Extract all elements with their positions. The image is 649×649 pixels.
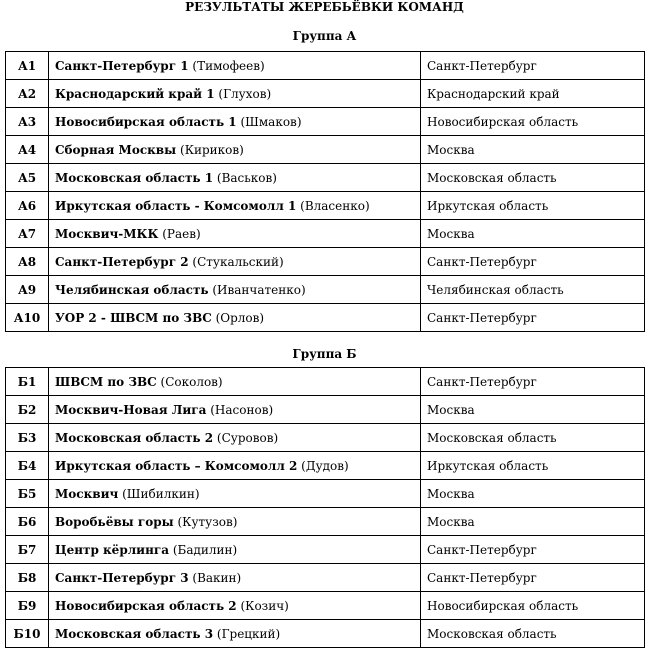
- team-code-cell: А2: [6, 80, 49, 108]
- table-row: [6, 396, 645, 424]
- captain-name: (Раев): [162, 226, 201, 241]
- team-code-cell: Б7: [6, 536, 49, 564]
- table-row: [6, 192, 645, 220]
- team-code-cell: А1: [6, 52, 49, 80]
- captain-name: (Вакин): [192, 570, 242, 585]
- city-cell: Санкт-Петербург: [421, 52, 645, 80]
- team-cell: [49, 192, 421, 220]
- team-cell: [49, 80, 421, 108]
- captain-name: (Орлов): [215, 310, 265, 325]
- team-code-cell: Б10: [6, 620, 49, 648]
- captain-name: (Стукальский): [192, 254, 284, 269]
- table-row: [6, 508, 645, 536]
- team-name: Московская область 3: [55, 626, 214, 641]
- captain-name: (Дудов): [301, 458, 349, 473]
- city-cell: Краснодарский край: [421, 80, 645, 108]
- table-row: [6, 108, 645, 136]
- team-cell: [49, 276, 421, 304]
- captain-name: (Шмаков): [240, 114, 302, 129]
- group-b-table: [5, 367, 645, 648]
- group-b-title: Группа Б: [292, 347, 357, 361]
- team-code-cell: А8: [6, 248, 49, 276]
- team-name: ШВСМ по ЗВС: [55, 374, 157, 389]
- table-row: [6, 620, 645, 648]
- city-cell: Иркутская область: [421, 452, 645, 480]
- city-cell: Москва: [421, 136, 645, 164]
- team-name: Москвич-Новая Лига: [55, 402, 207, 417]
- city-cell: Москва: [421, 480, 645, 508]
- team-code-cell: Б1: [6, 368, 49, 396]
- table-row: [6, 452, 645, 480]
- team-cell: [49, 368, 421, 396]
- team-code-cell: А3: [6, 108, 49, 136]
- team-name: Челябинская область: [55, 282, 209, 297]
- team-cell: [49, 220, 421, 248]
- captain-name: (Тимофеев): [192, 58, 265, 73]
- team-name: Центр кёрлинга: [55, 542, 169, 557]
- table-row: [6, 136, 645, 164]
- team-name: Санкт-Петербург 2: [55, 254, 189, 269]
- table-row: [6, 592, 645, 620]
- team-code-cell: Б6: [6, 508, 49, 536]
- table-row: [6, 248, 645, 276]
- team-name: Москвич: [55, 486, 119, 501]
- group-a-title: Группа А: [292, 29, 357, 43]
- team-cell: [49, 396, 421, 424]
- city-cell: Санкт-Петербург: [421, 536, 645, 564]
- team-name: Московская область 1: [55, 170, 214, 185]
- team-code-cell: А10: [6, 304, 49, 332]
- team-name: Сборная Москвы: [55, 142, 177, 157]
- city-cell: Москва: [421, 220, 645, 248]
- captain-name: (Суровов): [216, 430, 279, 445]
- city-cell: Московская область: [421, 424, 645, 452]
- city-cell: Московская область: [421, 164, 645, 192]
- team-code-cell: Б4: [6, 452, 49, 480]
- team-code-cell: А5: [6, 164, 49, 192]
- table-row: [6, 536, 645, 564]
- team-cell: [49, 452, 421, 480]
- team-name: Новосибирская область 1: [55, 114, 237, 129]
- team-cell: [49, 424, 421, 452]
- team-cell: [49, 620, 421, 648]
- city-cell: Новосибирская область: [421, 108, 645, 136]
- team-cell: [49, 508, 421, 536]
- team-cell: [49, 108, 421, 136]
- city-cell: Челябинская область: [421, 276, 645, 304]
- team-name: Иркутская область – Комсомолл 2: [55, 458, 298, 473]
- team-code-cell: А7: [6, 220, 49, 248]
- group-a-table: [5, 51, 645, 332]
- team-name: Иркутская область - Комсомолл 1: [55, 198, 297, 213]
- table-row: [6, 276, 645, 304]
- team-cell: [49, 564, 421, 592]
- team-cell: [49, 136, 421, 164]
- city-cell: Санкт-Петербург: [421, 304, 645, 332]
- team-name: Краснодарский край 1: [55, 86, 215, 101]
- city-cell: Новосибирская область: [421, 592, 645, 620]
- city-cell: Москва: [421, 396, 645, 424]
- table-row: [6, 564, 645, 592]
- team-name: Новосибирская область 2: [55, 598, 237, 613]
- team-cell: [49, 248, 421, 276]
- city-cell: Москва: [421, 508, 645, 536]
- team-cell: [49, 52, 421, 80]
- table-row: [6, 424, 645, 452]
- captain-name: (Иванчатенко): [212, 282, 306, 297]
- team-code-cell: Б9: [6, 592, 49, 620]
- captain-name: (Кутузов): [177, 514, 238, 529]
- table-row: [6, 304, 645, 332]
- team-name: Москвич-МКК: [55, 226, 159, 241]
- team-code-cell: Б8: [6, 564, 49, 592]
- team-cell: [49, 536, 421, 564]
- captain-name: (Соколов): [160, 374, 223, 389]
- captain-name: (Шибилкин): [122, 486, 200, 501]
- team-code-cell: А6: [6, 192, 49, 220]
- team-name: УОР 2 - ШВСМ по ЗВС: [55, 310, 212, 325]
- table-row: [6, 480, 645, 508]
- document-title: РЕЗУЛЬТАТЫ ЖЕРЕБЬЁВКИ КОМАНД: [185, 0, 464, 14]
- team-name: Санкт-Петербург 1: [55, 58, 189, 73]
- team-code-cell: А9: [6, 276, 49, 304]
- table-row: [6, 220, 645, 248]
- captain-name: (Глухов): [218, 86, 272, 101]
- team-cell: [49, 592, 421, 620]
- city-cell: Санкт-Петербург: [421, 564, 645, 592]
- team-code-cell: Б3: [6, 424, 49, 452]
- city-cell: Иркутская область: [421, 192, 645, 220]
- captain-name: (Бадилин): [172, 542, 238, 557]
- team-code-cell: Б5: [6, 480, 49, 508]
- captain-name: (Васьков): [216, 170, 277, 185]
- city-cell: Московская область: [421, 620, 645, 648]
- table-row: [6, 368, 645, 396]
- team-code-cell: А4: [6, 136, 49, 164]
- captain-name: (Власенко): [300, 198, 370, 213]
- team-name: Воробьёвы горы: [55, 514, 174, 529]
- captain-name: (Козич): [240, 598, 289, 613]
- table-row: [6, 52, 645, 80]
- table-row: [6, 80, 645, 108]
- captain-name: (Грецкий): [216, 626, 281, 641]
- team-name: Московская область 2: [55, 430, 214, 445]
- captain-name: (Насонов): [210, 402, 274, 417]
- city-cell: Санкт-Петербург: [421, 368, 645, 396]
- team-cell: [49, 164, 421, 192]
- table-row: [6, 164, 645, 192]
- team-cell: [49, 304, 421, 332]
- captain-name: (Кириков): [180, 142, 244, 157]
- team-cell: [49, 480, 421, 508]
- team-code-cell: Б2: [6, 396, 49, 424]
- city-cell: Санкт-Петербург: [421, 248, 645, 276]
- team-name: Санкт-Петербург 3: [55, 570, 189, 585]
